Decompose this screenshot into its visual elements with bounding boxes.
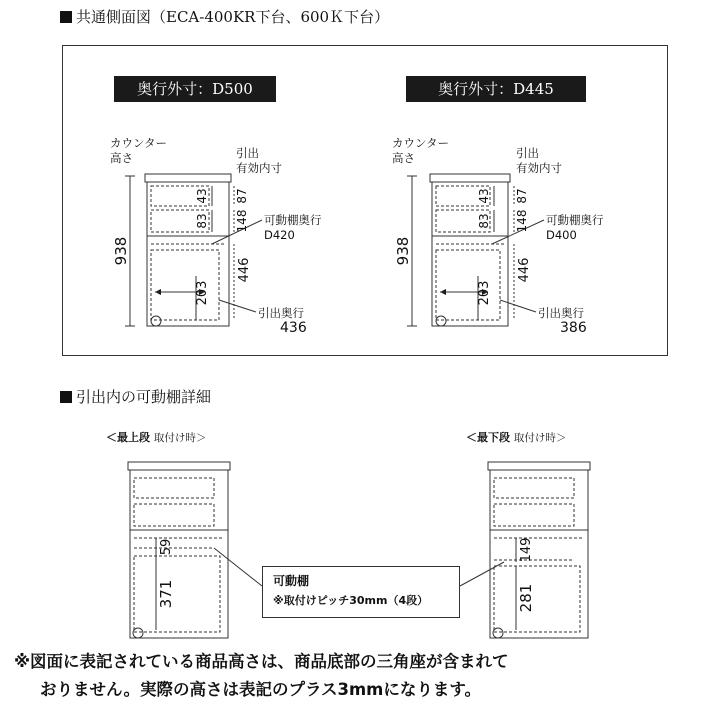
counter-height-label: カウンター 高さ	[110, 136, 168, 165]
dim-83: 83	[477, 213, 491, 229]
counter-height-label: カウンター 高さ	[392, 136, 450, 165]
footnote	[14, 648, 509, 704]
dim-446: 446	[237, 257, 252, 283]
callout-title: 可動棚	[273, 574, 310, 588]
dim-371: 371	[157, 579, 175, 609]
footnote-line-1: ※図面に表記されている商品高さは、商品底部の三角座が含まれて	[14, 652, 509, 671]
dim-149: 149	[519, 537, 534, 563]
footnote-line-2: おりません。実際の高さは表記のプラス3mmになります。	[40, 680, 482, 699]
shelf-depth-label: 可動棚奥行 D400	[546, 213, 604, 242]
dim-203: 203	[477, 280, 492, 306]
drawer-inner-label: 引出 有効内寸	[236, 146, 282, 175]
dim-203: 203	[195, 280, 210, 306]
dim-446: 446	[517, 257, 532, 283]
depth-title-d500: 奥行外寸：D500	[114, 76, 276, 102]
dim-83: 83	[195, 213, 209, 229]
dim-87: 87	[235, 188, 249, 204]
movable-shelf-callout	[262, 566, 460, 618]
dim-43: 43	[195, 188, 209, 204]
drawer-inner-label: 引出 有効内寸	[516, 146, 562, 175]
top-tier-title: ＜最上段 取付け時＞	[106, 431, 207, 444]
bottom-tier-title: ＜最下段 取付け時＞	[466, 431, 567, 444]
dim-281: 281	[517, 583, 535, 613]
drawer-depth-label: 引出奥行 436	[258, 306, 307, 336]
dim-148: 148	[235, 209, 249, 233]
dim-148: 148	[515, 209, 529, 233]
shelf-detail-heading-text: 引出内の可動棚詳細	[76, 388, 212, 406]
side-view-heading-text: 共通側面図（ECA-400KR下台、600Ｋ下台）	[76, 8, 390, 26]
dim-87: 87	[515, 188, 529, 204]
drawer-depth-label: 引出奥行 386	[538, 306, 587, 336]
shelf-depth-label: 可動棚奥行 D420	[264, 213, 322, 242]
dim-43: 43	[477, 188, 491, 204]
dim-59: 59	[159, 538, 174, 556]
depth-title-d445: 奥行外寸：D445	[406, 76, 586, 102]
dim-938: 938	[112, 236, 130, 266]
dim-938: 938	[394, 236, 412, 266]
callout-note: ※取付けピッチ30mm（4段）	[273, 594, 429, 607]
